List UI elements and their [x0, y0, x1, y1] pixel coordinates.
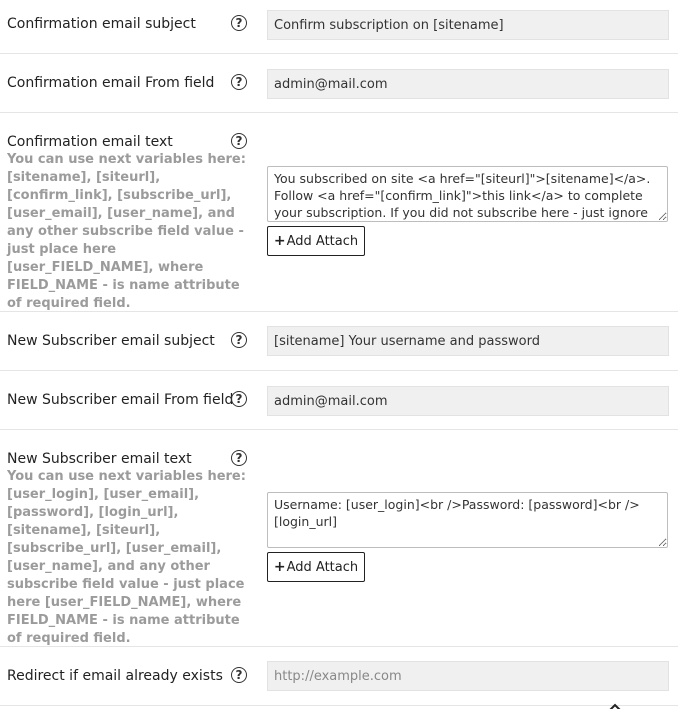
add-attach-label: Add Attach	[286, 560, 359, 575]
row-confirmation-text	[0, 113, 678, 312]
help-icon[interactable]: ?	[231, 15, 247, 31]
row-new-subscriber-text	[0, 430, 678, 647]
plus-icon: +	[273, 233, 286, 249]
new-subscriber-text-hint: You can use next variables here: [user_login], [user_email], [password], [login_url], [sitename], [siteurl], [subscribe_url], [user_email], [user_name], and any other subscribe field value - just place here [user_FIELD_NAME], where FIELD_NAME - is name attribute of required field.	[7, 469, 246, 646]
row-confirmation-from	[0, 54, 678, 113]
help-icon[interactable]: ?	[231, 133, 247, 149]
help-icon[interactable]: ?	[231, 667, 247, 683]
confirmation-subject-input[interactable]	[267, 10, 669, 40]
add-attach-label: Add Attach	[286, 234, 359, 249]
new-subscriber-from-input[interactable]	[267, 386, 669, 416]
caret-up-icon[interactable]	[609, 703, 621, 709]
row-new-subscriber-subject	[0, 312, 678, 371]
redirect-exists-input[interactable]	[267, 661, 669, 691]
help-icon[interactable]: ?	[231, 391, 247, 407]
confirmation-text-textarea[interactable]	[267, 166, 668, 222]
row-new-subscriber-from	[0, 371, 678, 430]
row-confirmation-subject	[0, 0, 678, 54]
confirmation-text-label: Confirmation email text	[7, 134, 173, 150]
confirmation-text-hint: You can use next variables here: [sitename], [siteurl], [confirm_link], [subscribe_url], [user_email], [user_name], and any other subscribe field value - just place here [user_FIELD_NAME], where FIELD_NAME - is name attribute of required field.	[7, 152, 246, 311]
row-redirect-exists	[0, 647, 678, 706]
new-subscriber-subject-input[interactable]	[267, 326, 669, 356]
add-attach-button[interactable]	[267, 552, 365, 582]
confirmation-from-label: Confirmation email From field	[7, 75, 215, 91]
add-attach-button[interactable]	[267, 226, 365, 256]
new-subscriber-text-textarea[interactable]	[267, 492, 668, 548]
redirect-exists-label: Redirect if email already exists	[7, 668, 223, 684]
help-icon[interactable]: ?	[231, 450, 247, 466]
help-icon[interactable]: ?	[231, 332, 247, 348]
help-icon[interactable]: ?	[231, 74, 247, 90]
confirmation-from-input[interactable]	[267, 69, 669, 99]
new-subscriber-from-label: New Subscriber email From field	[7, 392, 234, 408]
new-subscriber-subject-label: New Subscriber email subject	[7, 333, 215, 349]
confirmation-subject-label: Confirmation email subject	[7, 16, 196, 32]
plus-icon: +	[273, 559, 286, 575]
new-subscriber-text-label: New Subscriber email text	[7, 451, 192, 467]
